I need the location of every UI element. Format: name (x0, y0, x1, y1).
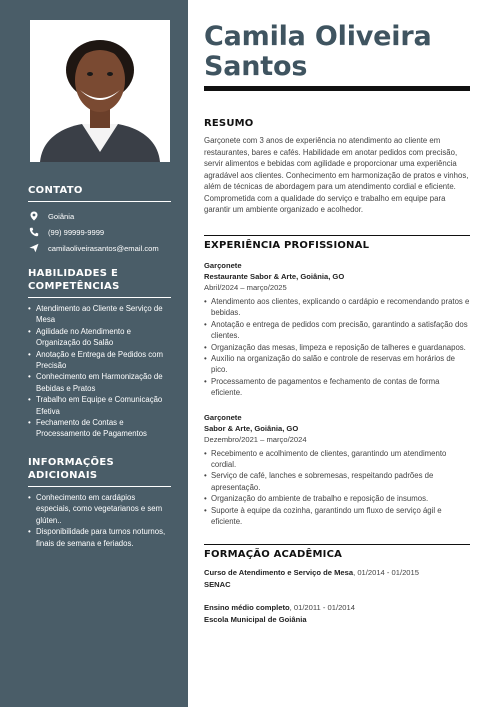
summary-title: RESUMO (204, 118, 254, 129)
contact-item-phone (28, 224, 171, 240)
job-bullet: • Atendimento aos clientes, explicando o cardápio e recomendando pratos e bebidas. (204, 296, 470, 319)
skills-title: HABILIDADES E COMPETÊNCIAS (28, 267, 171, 298)
summary-text: Garçonete com 3 anos de experiência no atendimento ao cliente em restaurantes, bares e cafés. Habilidade em anotar pedidos com precisão, servir alimentos e bebidas com agilidade e proporcionar uma experiência agradável aos clientes. Conhecimento em harmonização de pratos e vinhos, além de técnicas de abordagem para um atendimento cordial e eficiente. Comprometida com a qualidade do serviço e trabalho em equipe para garantir um ambiente organizado e acolhedor. (204, 136, 469, 214)
education-entry (204, 567, 470, 590)
job-dates: Abril/2024 – março/2025 (204, 283, 287, 292)
contact-title: CONTATO (28, 184, 171, 202)
additional-info-item: • Disponibilidade para turnos noturnos, finais de semana e feriados. (28, 526, 171, 549)
experience-title: EXPERIÊNCIA PROFISSIONAL (204, 235, 470, 252)
name-divider (204, 86, 470, 91)
contact-phone-text[interactable]: (99) 99999-9999 (48, 227, 105, 237)
job-entry (204, 412, 470, 528)
job-company: Sabor & Arte, Goiânia, GO (204, 423, 299, 433)
education-dates: , 01/2014 - 01/2015 (353, 568, 419, 577)
contact-email-text[interactable]: camilaoliveirasantos@email.com (48, 243, 159, 253)
sidebar (0, 0, 188, 707)
job-bullet: • Processamento de pagamentos e fechamento de contas de forma eficiente. (204, 376, 470, 399)
skill-item: • Agilidade no Atendimento e Organização do Salão (28, 326, 171, 349)
skill-item: • Fechamento de Contas e Processamento de Pagamentos (28, 417, 171, 440)
job-bullet: • Suporte à equipe da cozinha, garantindo um fluxo de serviço ágil e eficiente. (204, 505, 470, 528)
contact-item-location (28, 208, 171, 224)
job-bullet: • Auxílio na organização do salão e controle de reservas em horários de pico. (204, 353, 470, 376)
contact-location-text: Goiânia (48, 211, 75, 221)
job-bullet: • Recebimento e acolhimento de clientes, garantindo um atendimento cordial. (204, 448, 470, 471)
profile-photo-illustration (30, 20, 170, 162)
job-role: Garçonete (204, 261, 242, 270)
candidate-name: Camila Oliveira Santos (204, 21, 432, 82)
education-section (204, 544, 470, 625)
job-entry (204, 260, 470, 399)
summary-section (204, 117, 470, 216)
education-school: Escola Municipal de Goiânia (204, 614, 307, 624)
additional-info-title: INFORMAÇÕES ADICIONAIS (28, 456, 171, 487)
additional-info-item: • Conhecimento em cardápios especiais, como vegetarianos e sem glúten.. (28, 492, 171, 526)
job-bullet: • Anotação e entrega de pedidos com precisão, garantindo a satisfação dos clientes. (204, 319, 470, 342)
send-icon (28, 242, 40, 254)
skill-item: • Atendimento ao Cliente e Serviço de Mesa (28, 303, 171, 326)
education-title: FORMAÇÃO ACADÊMICA (204, 544, 470, 561)
phone-icon (28, 226, 40, 238)
job-role: Garçonete (204, 412, 242, 422)
location-pin-icon (28, 210, 40, 222)
education-dates: , 01/2011 - 01/2014 (289, 603, 355, 612)
profile-photo (30, 20, 170, 162)
skill-item: • Conhecimento em Harmonização de Bebidas e Pratos (28, 371, 171, 394)
contact-item-email (28, 240, 171, 256)
job-bullet: • Organização das mesas, limpeza e reposição de talheres e guardanapos. (204, 342, 470, 353)
skill-item: • Anotação e Entrega de Pedidos com Precisão (28, 349, 171, 372)
education-course: Curso de Atendimento e Serviço de Mesa (204, 568, 354, 577)
contact-section (28, 184, 171, 256)
job-company: Restaurante Sabor & Arte, Goiânia, GO (204, 272, 345, 281)
experience-section (204, 235, 470, 528)
education-entry (204, 602, 470, 625)
education-course: Ensino médio completo (204, 603, 290, 612)
job-bullet: • Serviço de café, lanches e sobremesas, respeitando padrões de apresentação. (204, 470, 470, 493)
additional-info-section (28, 456, 171, 549)
skills-section (28, 267, 171, 440)
skill-item: • Trabalho em Equipe e Comunicação Efetiva (28, 394, 171, 417)
job-bullet: • Organização do ambiente de trabalho e reposição de insumos. (204, 493, 470, 504)
job-dates: Dezembro/2021 – março/2024 (204, 434, 307, 444)
education-school: SENAC (204, 579, 231, 589)
